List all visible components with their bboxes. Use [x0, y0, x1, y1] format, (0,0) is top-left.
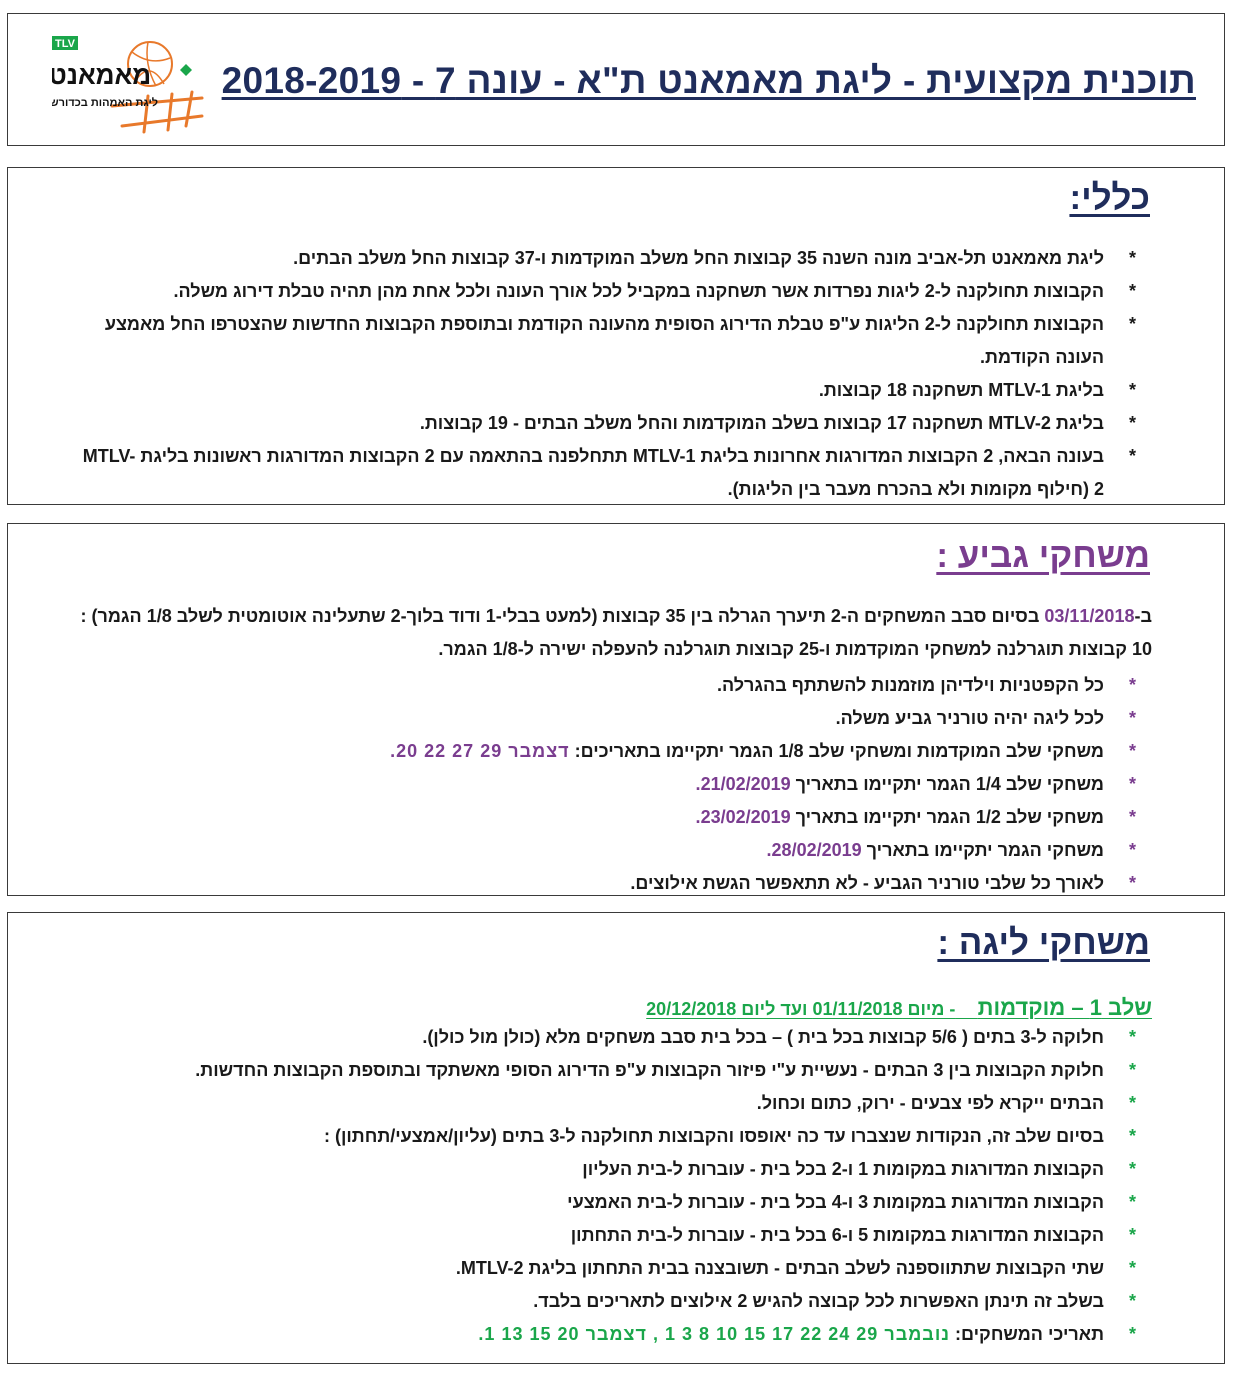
bullet-star-icon: *	[1128, 446, 1136, 466]
list-item: * בעונה הבאה, 2 הקבוצות המדורגות אחרונות בליגת MTLV-1 תתחלפנה בהתאמה עם 2 הקבוצות המדורגות ראשונות בליגת MTLV-2 (חילוף מקומות ולא בהכרח מעבר בין הליגות).	[78, 440, 1224, 506]
list-item: * בליגת MTLV-2 תשחקנה 17 קבוצות בשלב המוקדמות והחל משלב הבתים - 19 קבוצות.	[78, 407, 1224, 440]
list-item: * ליגת מאמאנט תל-אביב מונה השנה 35 קבוצות החל משלב המוקדמות ו-37 קבוצות החל משלב הבתים.	[78, 242, 1224, 275]
bullet-star-icon: *	[1128, 1159, 1136, 1179]
bullet-star-icon: *	[1128, 413, 1136, 433]
bullet-star-icon: *	[1128, 314, 1136, 334]
list-item: * הבתים ייקרא לפי צבעים - ירוק, כתום וכחול.	[8, 1087, 1224, 1120]
list-item: * הקבוצות המדורגות במקומות 5 ו-6 בכל בית - עוברות ל-בית התחתון	[8, 1219, 1224, 1252]
list-item: * הקבוצות המדורגות במקומות 3 ו-4 בכל בית - עוברות ל-בית האמצעי	[8, 1186, 1224, 1219]
bullet-star-icon: *	[1128, 708, 1136, 728]
logo-badge: TLV	[55, 38, 75, 50]
list-item: * הקבוצות המדורגות במקומות 1 ו-2 בכל בית - עוברות ל-בית העליון	[8, 1153, 1224, 1186]
list-item: * כל הקפטניות וילדיהן מוזמנות להשתתף בהגרלה.	[8, 669, 1224, 702]
cup-date: 21/02/2019.	[695, 774, 791, 794]
cup-date: 23/02/2019.	[695, 807, 791, 827]
list-item: * חלוקת הקבוצות בין 3 הבתים - נעשיית ע"י פיזור הקבוצות ע"פ הדירוג הסופי מאשתקד ובתוספת הקבוצות החדשות.	[8, 1054, 1224, 1087]
bullet-star-icon: *	[1128, 675, 1136, 695]
bullet-star-icon: *	[1128, 1258, 1136, 1278]
cup-section-title: משחקי גביע :	[936, 536, 1150, 575]
bullet-star-icon: *	[1128, 1291, 1136, 1311]
general-list	[78, 242, 1224, 506]
bullet-star-icon: *	[1128, 1192, 1136, 1212]
bullet-star-icon: *	[1128, 741, 1136, 761]
list-item: * בשלב זה תינתן האפשרות לכל קבוצה להגיש 2 אילוצים לתאריכים בלבד.	[8, 1285, 1224, 1318]
bullet-star-icon: *	[1128, 1225, 1136, 1245]
list-item: * שתי הקבוצות שתתווספנה לשלב הבתים - תשובצנה בבית התחתון בליגת MTLV-2.	[8, 1252, 1224, 1285]
list-item: * חלוקה ל-3 בתים ( 5/6 קבוצות בכל בית ) – בכל בית סבב משחקים מלא (כולן מול כולן).	[8, 1021, 1224, 1054]
list-item: * הקבוצות תחולקנה ל-2 ליגות נפרדות אשר תשחקנה במקביל לכל אורך העונה ולכל אחת מהן תהיה טבלת דירוג משלה.	[78, 275, 1224, 308]
cup-dates: דצמבר 29 27 22 20.	[390, 741, 570, 761]
logo-sub-text: ליגת האמהות בכדורשת	[52, 97, 159, 109]
list-item: * בסיום שלב זה, הנקודות שנצברו עד כה יאופסו והקבוצות תחולקנה ל-3 בתים (עליון/אמצעי/תחתון) :	[8, 1120, 1224, 1153]
league-dates: נובמבר 29 24 22 17 15 10 8 3 1 , דצמבר 20 15 13 1.	[478, 1324, 951, 1344]
league-list	[8, 1021, 1224, 1351]
bullet-star-icon: *	[1128, 1060, 1136, 1080]
list-item: * לכל ליגה יהיה טורניר גביע משלה.	[8, 702, 1224, 735]
cup-date: 28/02/2019.	[766, 840, 862, 860]
list-item: * בליגת MTLV-1 תשחקנה 18 קבוצות.	[78, 374, 1224, 407]
list-item: * תאריכי המשחקים: נובמבר 29 24 22 17 15 10 8 3 1 , דצמבר 20 15 13 1.	[8, 1318, 1224, 1351]
list-item: * משחקי שלב המוקדמות ומשחקי שלב 1/8 הגמר יתקיימו בתאריכים: דצמבר 29 27 22 20.	[8, 735, 1224, 768]
league-section	[7, 912, 1225, 1364]
list-item: * משחקי שלב 1/4 הגמר יתקיימו בתאריך 21/02/2019.	[8, 768, 1224, 801]
stage1-heading: שלב 1 – מוקדמות - מיום 01/11/2018 ועד ליום 20/12/2018	[646, 995, 1152, 1020]
list-item: * לאורך כל שלבי טורניר הגביע - לא תתאפשר הגשת אילוצים.	[8, 867, 1224, 900]
list-item: * משחקי שלב 1/2 הגמר יתקיימו בתאריך 23/02/2019.	[8, 801, 1224, 834]
bullet-star-icon: *	[1128, 380, 1136, 400]
general-section-title: כללי:	[1069, 178, 1150, 217]
bullet-star-icon: *	[1128, 807, 1136, 827]
bullet-star-icon: *	[1128, 281, 1136, 301]
bullet-star-icon: *	[1128, 1324, 1136, 1344]
league-logo	[52, 36, 212, 136]
general-section	[7, 167, 1225, 505]
logo-main-text: מאמאנט	[52, 60, 152, 90]
league-section-title: משחקי ליגה :	[937, 923, 1150, 962]
volleyball-logo-icon	[52, 36, 212, 136]
cup-intro: ב-03/11/2018 בסיום סבב המשחקים ה-2 תיערך הגרלה בין 35 קבוצות (למעט בבלי-1 ודוד בלוך-2 שתעלינה אוטומטית לשלב 1/8 הגמר) : 10 קבוצות תוגרלנה למשחקי המוקדמות ו-25 קבוצות תוגרלנה להעפלה ישירה ל-1/8 הגמר.	[80, 606, 1152, 659]
bullet-star-icon: *	[1128, 1027, 1136, 1047]
cup-section	[7, 523, 1225, 896]
list-item: * הקבוצות תחולקנה ל-2 הליגות ע"פ טבלת הדירוג הסופית מהעונה הקודמת ובתוספת הקבוצות החדשות שהצטרפו החל מאמצע העונה הקודמת.	[78, 308, 1224, 374]
bullet-star-icon: *	[1128, 840, 1136, 860]
bullet-star-icon: *	[1128, 774, 1136, 794]
cup-list	[8, 669, 1224, 900]
bullet-star-icon: *	[1128, 1093, 1136, 1113]
bullet-star-icon: *	[1128, 873, 1136, 893]
bullet-star-icon: *	[1128, 1126, 1136, 1146]
list-item: * משחקי הגמר יתקיימו בתאריך 28/02/2019.	[8, 834, 1224, 867]
draw-date: 03/11/2018	[1044, 606, 1135, 626]
bullet-star-icon: *	[1128, 248, 1136, 268]
header-box	[7, 13, 1225, 146]
page-title: תוכנית מקצועית - ליגת מאמאנט ת"א - עונה 7 - 2018-2019	[221, 60, 1196, 101]
